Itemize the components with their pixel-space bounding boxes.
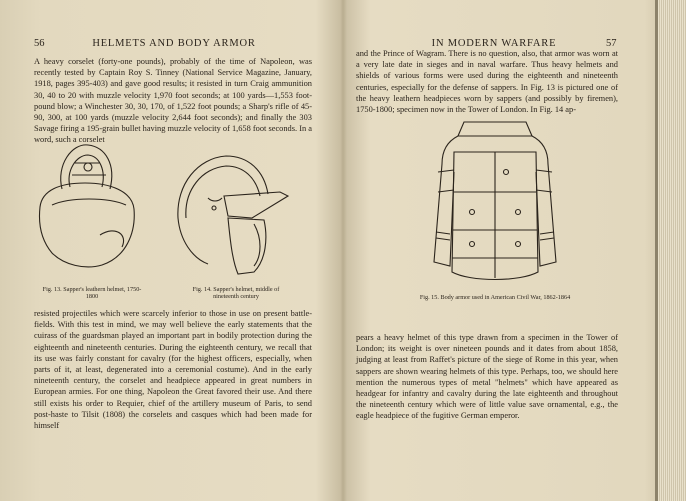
right-page-number: 57	[606, 38, 617, 49]
right-paragraph-top: and the Prince of Wagram. There is no question, also, that armor was worn at a very late date in sieges and in naval warfare. Thus heavy helmets and shields of various forms were used during the eighteenth and nineteenth centuries, especially for the defense of sappers. In Fig. 13 is pictured one of the heavy leathern headpieces worn by sappers (and possibly by firemen), 1750-1800; specimen now in the Tower of London. In Fig. 14 ap-	[356, 49, 618, 115]
right-page	[344, 0, 656, 501]
fig13-caption: Fig. 13. Sapper's leathern helmet, 1750-1800	[42, 286, 142, 301]
left-running-head: HELMETS AND BODY ARMOR	[92, 38, 256, 49]
fig14-sappers-helmet-illustration	[168, 148, 298, 288]
right-paragraph-bottom: pears a heavy helmet of this type drawn from a specimen in the Tower of London; its weight is over nineteen pounds and it dates from about 1858, judging at least from Raffet's picture of the siege of Rome in this year, when sappers are shown wearing helmets of this type. Perhaps, too, we should here mention the numerous types of metal "helmets" which have appeared as headgear for infantry and cavalry during the late eighteenth and throughout the nineteenth century which were of little value save ornamental, e.g., the eagle headpiece of the fugitive German emperor.	[356, 333, 618, 421]
right-running-head: IN MODERN WARFARE	[431, 38, 557, 49]
fig15-caption: Fig. 15. Body armor used in American Civil War, 1862-1864	[419, 294, 571, 301]
left-page-number: 56	[34, 38, 45, 49]
left-page	[0, 0, 330, 501]
fig15-body-armor-illustration	[420, 112, 570, 290]
left-paragraph-top: A heavy corselet (forty-one pounds), probably of the time of Napoleon, was recently tested by Captain Roy S. Tinney (National Service Magazine, January, 1918, pages 395-403) and gave good results; it resisted in turn Craig ammunition 30, 40 to 20 with muzzle velocity 1,970 foot seconds; at 100 yards—1,553 foot-pound blow; a Winchester 30, 30, 170, of 1,522 foot pounds; a Sharp's rifle of 45-90, 300, at 100 yards (muzzle velocity 2,644 foot seconds); and finally the 303 Savage firing a 195-grain bullet having muzzle velocity of 1,658 foot seconds. In a word, such a corselet	[34, 57, 312, 145]
fig13-leathern-helmet-illustration	[30, 135, 150, 285]
left-paragraph-bottom: resisted projectiles which were scarcely inferior to those in use on present battle-fields. With this test in mind, we may well believe the early statements that the cuirass of the guardsman played an important part in bodily protection during the eighteenth and nineteenth centuries. During the eighteenth century, we recall that its use was fairly constant for cavalry (for the highest officers, especially, when parts of it, at least, degenerated into a ceremonial costume). And in the early nineteenth century, the corselet and headpiece appeared in great numbers in European armies. For one thing, Napoleon the Great favored their use. And there still exists his order to Requier, chief of the artillery museum of Paris, to send post-haste to Tilsit (1808) the corselets and casques which had been made for himself	[34, 309, 312, 431]
fig14-caption: Fig. 14. Sapper's helmet, middle of nineteenth century	[192, 286, 280, 301]
page-stack-edge	[658, 0, 686, 501]
